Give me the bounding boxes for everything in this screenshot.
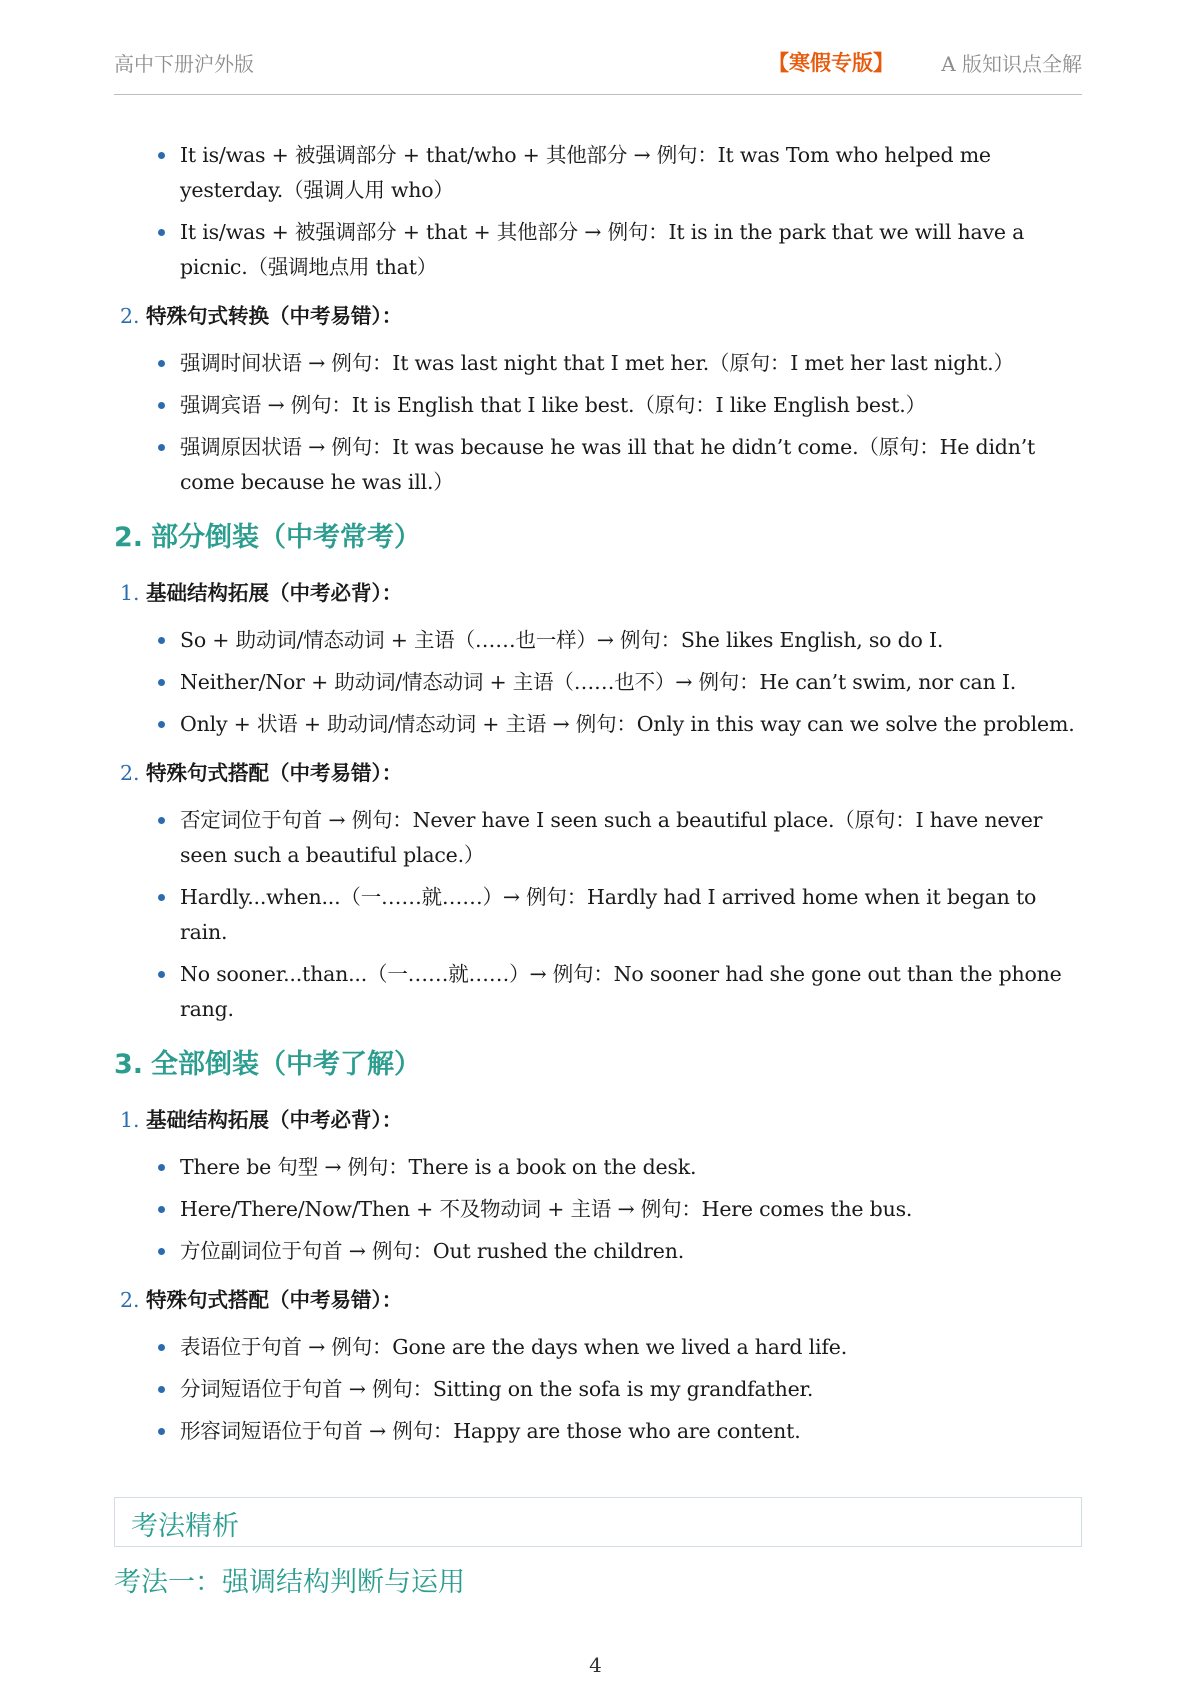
list-item [114,388,1082,423]
section-number: 3. [114,1049,144,1080]
page-content [114,138,1082,1603]
list-item [114,803,1082,873]
section-title: 全部倒装（中考了解） [151,1049,422,1080]
list-item [114,1192,1082,1227]
list-item [114,623,1082,658]
list-item [114,1372,1082,1407]
method-heading: 考法一：强调结构判断与运用 [114,1567,465,1598]
bullet-dot-icon [158,721,165,728]
bullet-text: It is/was + 被强调部分 + that/who + 其他部分 → 例句：It was Tom who helped me yesterday.（强调人用 who） [180,143,991,202]
bullet-text: Here/There/Now/Then + 不及物动词 + 主语 → 例句：Here comes the bus. [180,1197,913,1221]
subsection-heading [114,1103,1082,1138]
subsection-title: 特殊句式搭配（中考易错）： [146,761,403,785]
header-book-title: 高中下册沪外版 [114,52,254,76]
subsection-title: 特殊句式转换（中考易错）： [146,304,403,328]
list-item [114,215,1082,285]
bullet-text: 分词短语位于句首 → 例句：Sitting on the sofa is my grandfather. [180,1377,814,1401]
bullet-dot-icon [158,1206,165,1213]
list-item [114,430,1082,500]
list-item [114,880,1082,950]
bullet-text: Only + 状语 + 助动词/情态动词 + 主语 → 例句：Only in this way can we solve the problem. [180,712,1075,736]
bullet-dot-icon [158,679,165,686]
bullet-text: 强调原因状语 → 例句：It was because he was ill that he didn’t come.（原句：He didn’t come because he was ill.） [180,435,1036,494]
list-item [114,1330,1082,1365]
bullet-dot-icon [158,1428,165,1435]
bullet-dot-icon [158,444,165,451]
bullet-dot-icon [158,637,165,644]
bullet-dot-icon [158,360,165,367]
bullet-text: No sooner...than...（一……就……）→ 例句：No sooner had she gone out than the phone rang. [180,962,1062,1021]
page-number: 4 [589,1653,602,1677]
bullet-text: 否定词位于句首 → 例句：Never have I seen such a beautiful place.（原句：I have never seen such a beautiful place.） [180,808,1043,867]
subsection-number: 1. [120,1108,140,1132]
list-item [114,346,1082,381]
section-heading [114,1045,1082,1085]
subsection-heading [114,299,1082,334]
list-item [114,957,1082,1027]
bullet-text: So + 助动词/情态动词 + 主语（……也一样）→ 例句：She likes English, so do I. [180,628,944,652]
bullet-text: Hardly...when...（一……就……）→ 例句：Hardly had I arrived home when it began to rain. [180,885,1037,944]
list-item [114,1414,1082,1449]
bullet-text: Neither/Nor + 助动词/情态动词 + 主语（……也不）→ 例句：He can’t swim, nor can I. [180,670,1017,694]
list-item [114,665,1082,700]
bullet-dot-icon [158,1248,165,1255]
subsection-heading [114,576,1082,611]
bullet-dot-icon [158,229,165,236]
subsection-heading [114,756,1082,791]
bullet-dot-icon [158,1386,165,1393]
bullet-dot-icon [158,971,165,978]
bullet-text: 强调宾语 → 例句：It is English that I like best.（原句：I like English best.） [180,393,926,417]
subsection-title: 基础结构拓展（中考必背）： [146,581,403,605]
subsection-number: 2. [120,304,140,328]
bullet-dot-icon [158,817,165,824]
header-edition-tag: 【寒假专版】 [768,51,894,75]
section-number: 2. [114,522,144,553]
bullet-text: There be 句型 → 例句：There is a book on the desk. [180,1155,697,1179]
bullet-dot-icon [158,402,165,409]
subsection-number: 2. [120,761,140,785]
bullet-dot-icon [158,1164,165,1171]
section-heading [114,518,1082,558]
subsection-number: 2. [120,1288,140,1312]
bullet-dot-icon [158,1344,165,1351]
bullet-text: 方位副词位于句首 → 例句：Out rushed the children. [180,1239,685,1263]
bullet-dot-icon [158,152,165,159]
subsection-number: 1. [120,581,140,605]
bullet-text: 强调时间状语 → 例句：It was last night that I met her.（原句：I met her last night.） [180,351,1014,375]
bullet-text: 形容词短语位于句首 → 例句：Happy are those who are content. [180,1419,801,1443]
bullet-text: It is/was + 被强调部分 + that + 其他部分 → 例句：It is in the park that we will have a picnic.（强调地点用 that） [180,220,1025,279]
header-subtitle: A 版知识点全解 [941,52,1082,76]
list-item [114,1150,1082,1185]
list-item [114,707,1082,742]
subsection-title: 基础结构拓展（中考必背）： [146,1108,403,1132]
bullet-dot-icon [158,894,165,901]
analysis-heading: 考法精析 [131,1511,239,1542]
subsection-title: 特殊句式搭配（中考易错）： [146,1288,403,1312]
page-header [114,44,1082,95]
list-item [114,138,1082,208]
section-title: 部分倒装（中考常考） [151,522,422,553]
analysis-heading-box [114,1497,1082,1547]
list-item [114,1234,1082,1269]
bullet-text: 表语位于句首 → 例句：Gone are the days when we lived a hard life. [180,1335,848,1359]
subsection-heading [114,1283,1082,1318]
